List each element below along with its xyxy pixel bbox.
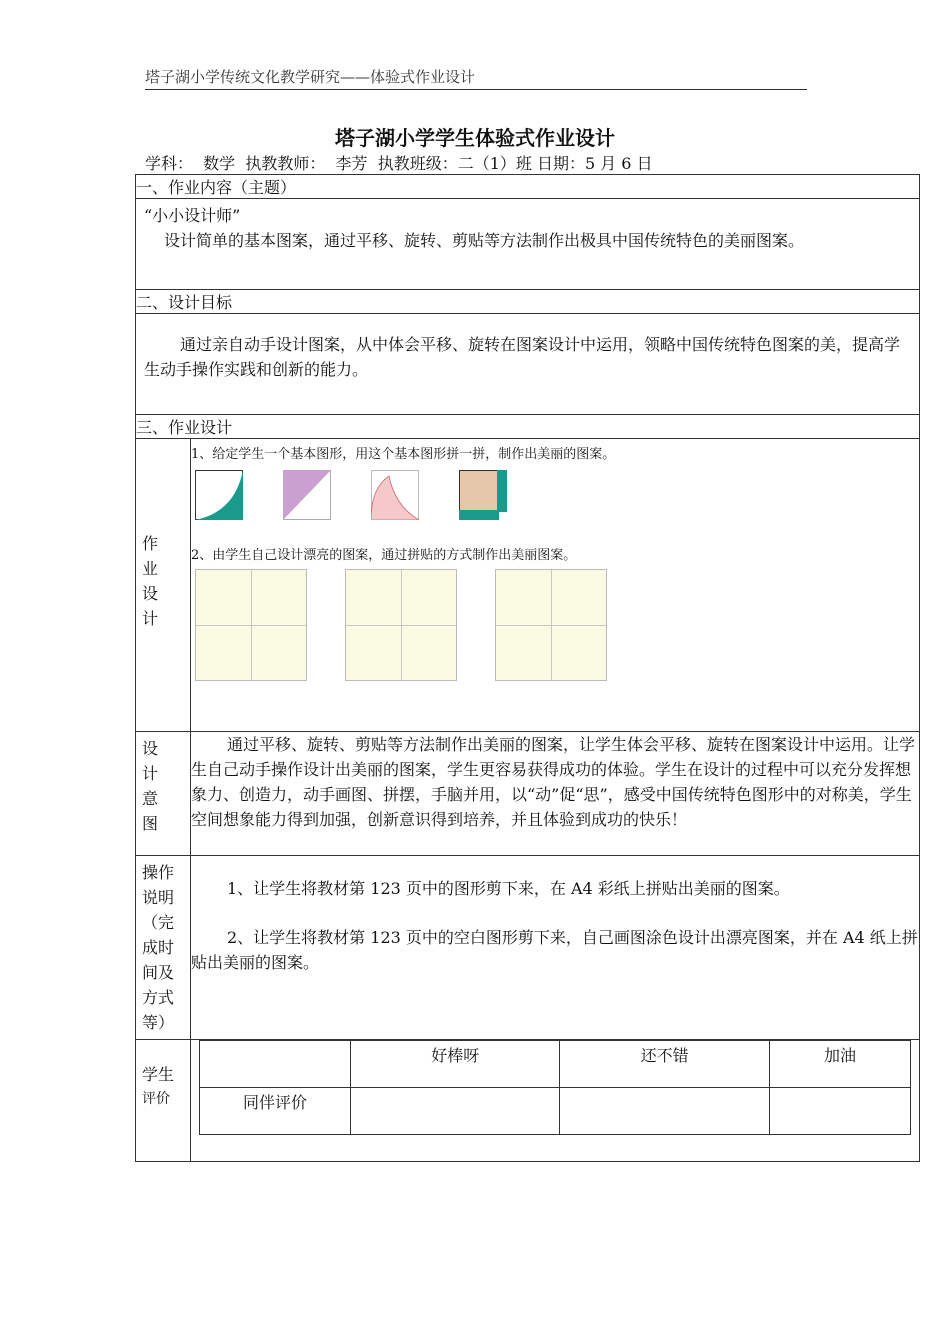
petal-shape [371, 470, 419, 520]
ops-label-text: 操作说明（完成时间及方式等） [142, 863, 175, 1032]
quarter-curve-shape [195, 470, 243, 520]
section3-heading: 三、作业设计 [136, 415, 920, 439]
ops-step-1: 1、让学生将教材第 123 页中的图形剪下来，在 A4 彩纸上拼贴出美丽的图案。 [227, 879, 790, 898]
section2-content [136, 314, 920, 415]
section1-heading: 一、作业内容（主题） [136, 175, 920, 199]
blank-grid-2 [345, 569, 457, 681]
ops-content [191, 856, 920, 1040]
intent-content [191, 732, 920, 856]
eval-header-row [200, 1041, 911, 1088]
blank-grid-3 [495, 569, 607, 681]
intent-label [136, 732, 191, 856]
eval-cell [769, 1088, 910, 1135]
theme-text: “小小设计师” [144, 206, 241, 225]
eval-col-header: 加油 [769, 1041, 910, 1088]
task2-text: 2、由学生自己设计漂亮的图案，通过拼贴的方式制作出美丽图案。 [191, 548, 577, 563]
square-corner-shape [459, 470, 507, 520]
section1-content [136, 199, 920, 290]
goal-text: 通过亲自动手设计图案，从中体会平移、旋转在图案设计中运用，领略中国传统特色图案的美，提高学生动手操作实践和创新的能力。 [144, 335, 901, 379]
design-label-text: 作业设计 [142, 534, 159, 628]
eval-row [200, 1088, 911, 1135]
eval-cell [560, 1088, 769, 1135]
design-label [136, 439, 191, 732]
ops-step-2: 2、让学生将教材第 123 页中的空白图形剪下来，自己画图涂色设计出漂亮图案，并在 A4 纸上拼贴出美丽的图案。 [191, 928, 918, 972]
triangle-shape [283, 470, 331, 520]
eval-col-header: 好棒呀 [351, 1041, 560, 1088]
eval-content [191, 1040, 920, 1162]
document-title: 塔子湖小学学生体验式作业设计 [335, 126, 615, 150]
section2-heading: 二、设计目标 [136, 290, 920, 314]
evaluation-table [199, 1040, 911, 1135]
intent-label-text: 设计意图 [142, 739, 159, 833]
blank-grids [195, 569, 919, 681]
design-content [191, 439, 920, 732]
eval-label-1: 学生 [142, 1065, 175, 1084]
document-meta: 学科： 数学 执教教师： 李芳 执教班级：二（1）班 日期：5 月 6 日 [145, 154, 653, 173]
eval-cell [351, 1088, 560, 1135]
eval-col-header: 还不错 [560, 1041, 769, 1088]
ops-label [136, 856, 191, 1040]
basic-shapes [195, 470, 919, 520]
eval-label [136, 1040, 191, 1162]
page-header: 塔子湖小学传统文化教学研究——体验式作业设计 [145, 66, 807, 90]
eval-corner-cell [200, 1041, 351, 1088]
intent-text: 通过平移、旋转、剪贴等方法制作出美丽的图案，让学生体会平移、旋转在图案设计中运用。让学生自己动手操作设计出美丽的图案，学生更容易获得成功的体验。学生在设计的过程中可以充分发挥想象力、创造力，动手画图、拼摆，手脑并用，以“动”促“思”，感受中国传统特色图形中的对称美，学生空间想象能力得到加强，创新意识得到培养，并且体验到成功的快乐！ [191, 735, 916, 829]
eval-row-label: 同伴评价 [200, 1088, 351, 1135]
eval-label-2: 评价 [142, 1091, 170, 1107]
blank-grid-1 [195, 569, 307, 681]
theme-desc: 设计简单的基本图案，通过平移、旋转、剪贴等方法制作出极具中国传统特色的美丽图案。 [164, 231, 805, 250]
homework-table [135, 174, 920, 1162]
task1-text: 1、给定学生一个基本图形，用这个基本图形拼一拼，制作出美丽的图案。 [191, 447, 616, 462]
